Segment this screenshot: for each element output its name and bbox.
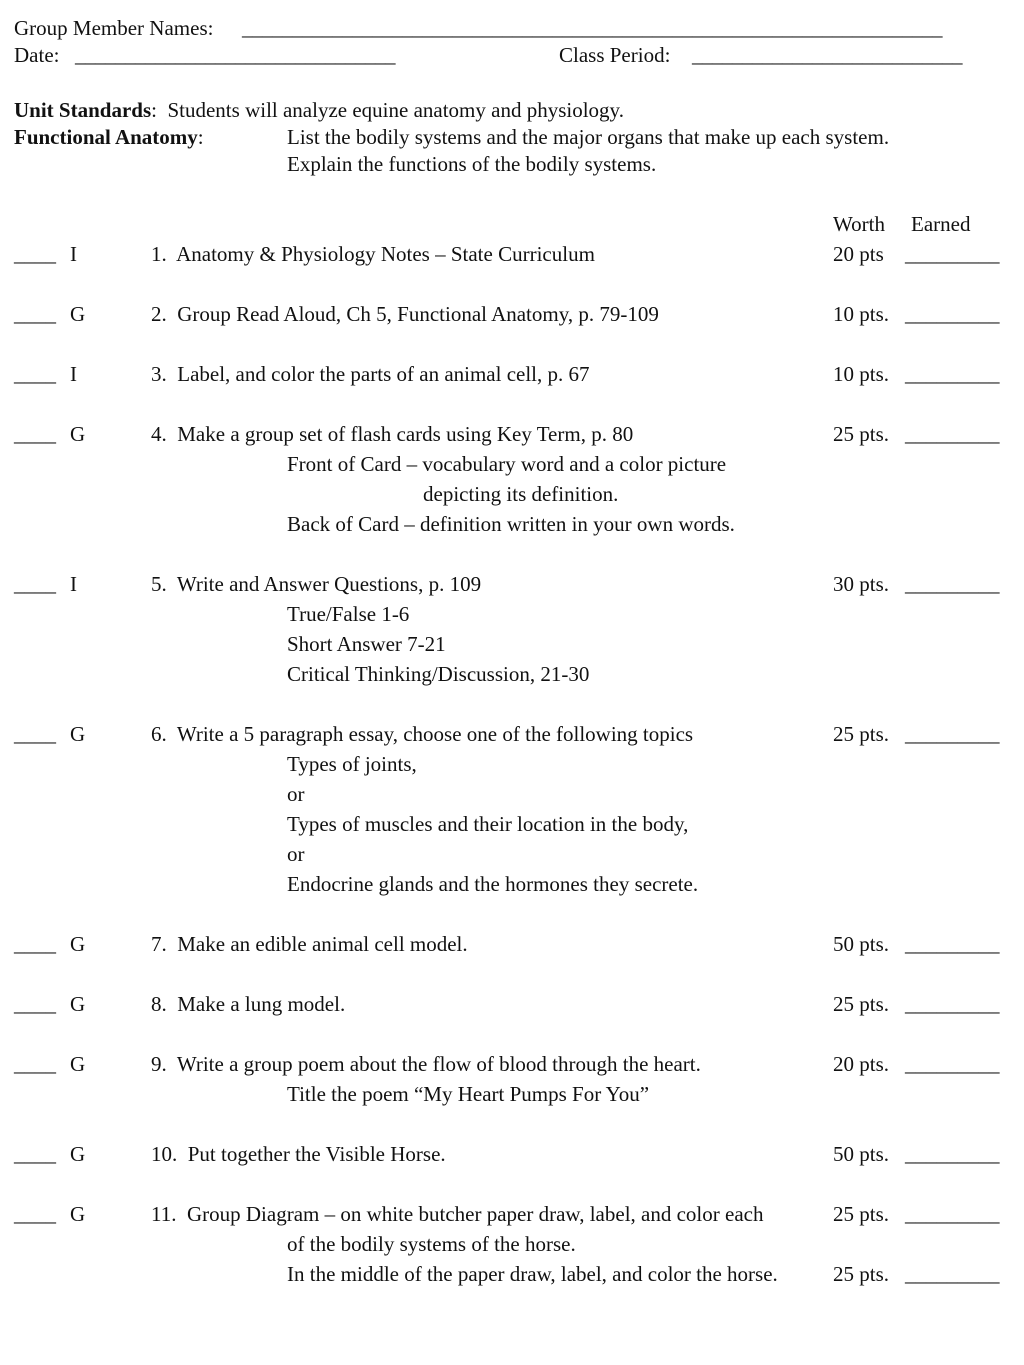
task-title: 2. Group Read Aloud, Ch 5, Functional Anatomy, p. 79-109 (151, 302, 659, 326)
task-title: 9. Write a group poem about the flow of blood through the heart. (151, 1052, 701, 1076)
task-type: G (70, 932, 86, 956)
task-type: G (70, 302, 86, 326)
completion-blank[interactable]: ____ (14, 932, 56, 956)
task-type: I (70, 242, 77, 266)
task-title: 5. Write and Answer Questions, p. 109 (151, 572, 482, 596)
date-label: Date: (14, 43, 60, 67)
earned-blank[interactable]: _________ (905, 992, 1000, 1016)
task-worth: 10 pts. (833, 302, 890, 326)
class-period-label: Class Period: (559, 43, 671, 67)
completion-blank[interactable]: ____ (14, 722, 56, 746)
completion-blank[interactable]: ____ (14, 1202, 56, 1226)
task-detail: Front of Card – vocabulary word and a color picture (287, 452, 727, 476)
completion-blank[interactable]: ____ (14, 422, 56, 446)
task-worth: 30 pts. (833, 572, 890, 596)
unit-standards-text: : Students will analyze equine anatomy and physiology. (151, 98, 624, 122)
task-detail: Types of joints, (287, 752, 417, 776)
earned-blank[interactable]: _________ (905, 1142, 1000, 1166)
earned-blank[interactable]: _________ (905, 722, 1000, 746)
earned-blank[interactable]: _________ (905, 242, 1000, 266)
earned-blank[interactable]: _________ (905, 572, 1000, 596)
earned-blank[interactable]: _________ (905, 1202, 1000, 1226)
task-detail: Short Answer 7-21 (287, 632, 446, 656)
date-blank[interactable]: ________________________________ (75, 43, 395, 67)
task-title: 10. Put together the Visible Horse. (151, 1142, 446, 1166)
completion-blank[interactable]: ____ (14, 242, 56, 266)
unit-standards-label: Unit Standards (14, 98, 152, 122)
task-type: G (70, 992, 86, 1016)
task-title: 7. Make an edible animal cell model. (151, 932, 468, 956)
worth-column-header: Worth (833, 212, 885, 236)
task-type: G (70, 722, 86, 746)
task-worth: 25 pts. (833, 992, 890, 1016)
completion-blank[interactable]: ____ (14, 302, 56, 326)
task-title: 6. Write a 5 paragraph essay, choose one of the following topics (151, 722, 694, 746)
task-worth: 25 pts. (833, 722, 890, 746)
task-detail: Title the poem “My Heart Pumps For You” (287, 1082, 650, 1106)
task-worth: 25 pts. (833, 1202, 890, 1226)
earned-blank[interactable]: _________ (905, 362, 1000, 386)
task-title: 4. Make a group set of flash cards using Key Term, p. 80 (151, 422, 634, 446)
earned-blank[interactable]: _________ (905, 1052, 1000, 1076)
task-title: 1. Anatomy & Physiology Notes – State Curriculum (151, 242, 595, 266)
completion-blank[interactable]: ____ (14, 992, 56, 1016)
group-names-blank[interactable]: ______________________________________________________________________ (242, 16, 942, 40)
functional-anatomy-colon: : (197, 125, 204, 149)
task-worth: 20 pts. (833, 1052, 890, 1076)
task-worth: 50 pts. (833, 932, 890, 956)
task-type: I (70, 362, 77, 386)
task-detail: In the middle of the paper draw, label, and color the horse. (287, 1262, 778, 1286)
task-type: G (70, 1142, 86, 1166)
task-worth: 25 pts. (833, 422, 890, 446)
task-worth: 50 pts. (833, 1142, 890, 1166)
task-title: 11. Group Diagram – on white butcher paper draw, label, and color each (151, 1202, 764, 1226)
task-detail: or (287, 842, 305, 866)
earned-column-header: Earned (911, 212, 971, 236)
task-detail: of the bodily systems of the horse. (287, 1232, 576, 1256)
completion-blank[interactable]: ____ (14, 572, 56, 596)
task-detail: Back of Card – definition written in your own words. (287, 512, 735, 536)
class-period-blank[interactable]: ___________________________ (692, 43, 962, 67)
earned-blank[interactable]: _________ (905, 932, 1000, 956)
task-title: 3. Label, and color the parts of an animal cell, p. 67 (151, 362, 590, 386)
functional-anatomy-line-2: Explain the functions of the bodily systems. (287, 152, 657, 176)
group-names-label: Group Member Names: (14, 16, 214, 40)
task-detail: Critical Thinking/Discussion, 21-30 (287, 662, 590, 686)
earned-blank[interactable]: _________ (905, 302, 1000, 326)
task-type: G (70, 1202, 86, 1226)
earned-blank[interactable]: _________ (905, 1262, 1000, 1286)
task-type: G (70, 422, 86, 446)
task-worth: 25 pts. (833, 1262, 890, 1286)
task-detail: or (287, 782, 305, 806)
task-worth: 10 pts. (833, 362, 890, 386)
functional-anatomy-label: Functional Anatomy (14, 125, 198, 149)
task-detail: True/False 1-6 (287, 602, 410, 626)
earned-blank[interactable]: _________ (905, 422, 1000, 446)
task-detail: Endocrine glands and the hormones they secrete. (287, 872, 699, 896)
completion-blank[interactable]: ____ (14, 1142, 56, 1166)
unit-standards (14, 98, 624, 122)
completion-blank[interactable]: ____ (14, 362, 56, 386)
functional-anatomy-heading (14, 125, 204, 149)
task-worth: 20 pts (833, 242, 884, 266)
task-detail: depicting its definition. (423, 482, 619, 506)
functional-anatomy-line-1: List the bodily systems and the major organs that make up each system. (287, 125, 890, 149)
task-title: 8. Make a lung model. (151, 992, 346, 1016)
task-type: G (70, 1052, 86, 1076)
completion-blank[interactable]: ____ (14, 1052, 56, 1076)
task-type: I (70, 572, 77, 596)
task-detail: Types of muscles and their location in the body, (287, 812, 689, 836)
